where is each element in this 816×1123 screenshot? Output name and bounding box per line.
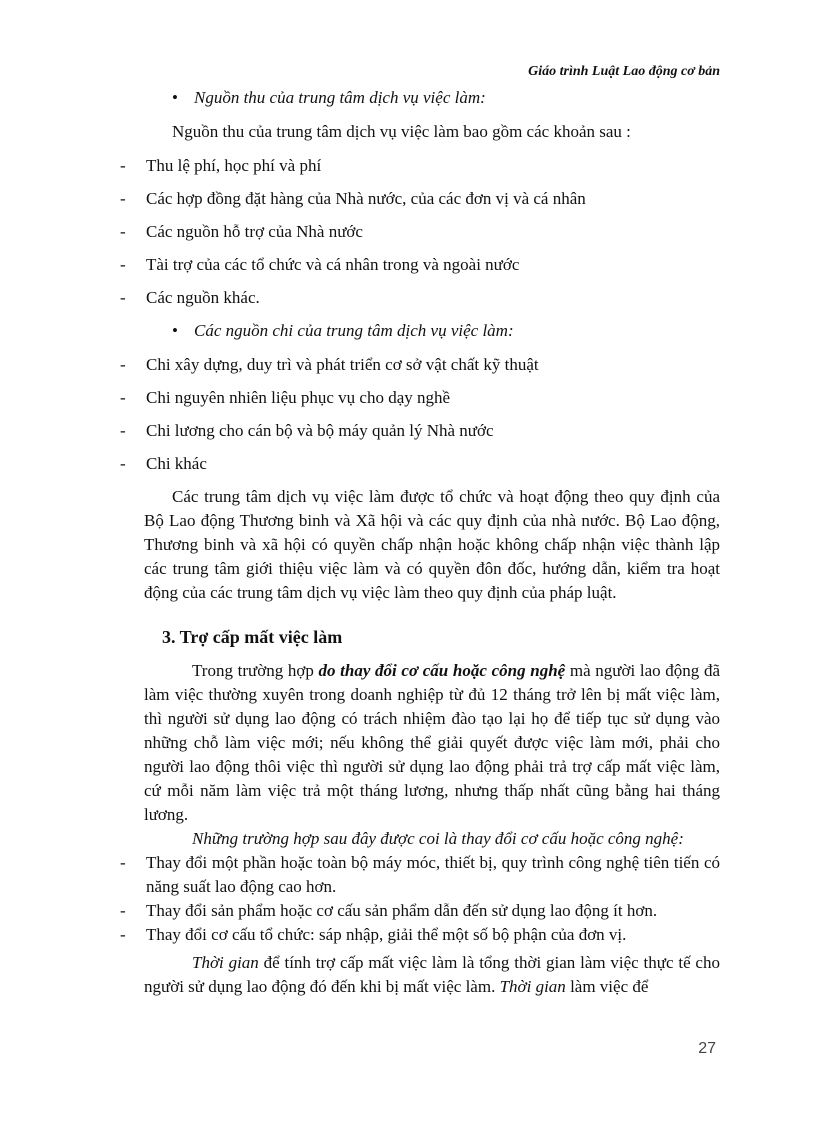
page-body <box>120 80 721 999</box>
page-number: 27 <box>698 1040 716 1057</box>
expense-list <box>120 353 720 476</box>
severance-paragraph: Trong trường hợp do thay đổi cơ cấu hoặc công nghệ mà người lao động đã làm việc thường xuyên trong doanh nghiệp từ đủ 12 tháng trở lên bị mất việc làm, thì người sử dụng lao động có trách nhiệm đào tạo lại họ để tiếp tục sử dụng vào những chỗ làm việc mới; nếu không thể giải quyết được việc làm mới, phải cho người lao động thôi việc thì người sử dụng lao động phải trả trợ cấp mất việc làm, cứ mỗi năm làm việc trả một tháng lương, nhưng thấp nhất cũng bằng hai tháng lương. <box>144 661 721 824</box>
section-heading: 3. Trợ cấp mất việc làm <box>162 627 343 647</box>
time-paragraph: Thời gian để tính trợ cấp mất việc làm là tổng thời gian làm việc thực tế cho người sử dụng lao động đó đến khi bị mất việc làm. Thời gian làm việc để <box>144 953 720 996</box>
list-item: - Chi khác <box>120 454 207 473</box>
change-list <box>120 851 720 947</box>
income-list <box>120 154 720 310</box>
list-item: - Thay đổi một phần hoặc toàn bộ máy móc, thiết bị, quy trình công nghệ tiên tiến có năng suất lao động cao hơn. <box>120 853 720 896</box>
list-item: - Chi nguyên nhiên liệu phục vụ cho dạy nghề <box>120 388 451 407</box>
list-item: - Chi xây dựng, duy trì và phát triển cơ sở vật chất kỹ thuật <box>120 355 539 374</box>
list-item: - Các hợp đồng đặt hàng của Nhà nước, của các đơn vị và cá nhân <box>120 189 586 208</box>
list-item: - Các nguồn khác. <box>120 288 260 307</box>
income-intro: Nguồn thu của trung tâm dịch vụ việc làm bao gồm các khoản sau : <box>172 122 631 141</box>
list-item: - Thay đổi sản phẩm hoặc cơ cấu sản phẩm dẫn đến sử dụng lao động ít hơn. <box>120 901 658 920</box>
cases-intro: Những trường hợp sau đây được coi là thay đổi cơ cấu hoặc công nghệ: <box>192 829 684 848</box>
list-item: - Thu lệ phí, học phí và phí <box>120 156 322 175</box>
expense-bullet-heading: • Các nguồn chi của trung tâm dịch vụ việc làm: <box>172 319 720 343</box>
list-item: - Tài trợ của các tổ chức và cá nhân trong và ngoài nước <box>120 255 520 274</box>
running-header: Giáo trình Luật Lao động cơ bản <box>528 64 720 79</box>
section-3-body <box>120 659 721 999</box>
bullet-dot-icon: • <box>172 321 178 340</box>
list-item: - Chi lương cho cán bộ và bộ máy quản lý Nhà nước <box>120 421 494 440</box>
list-item: - Thay đổi cơ cấu tổ chức: sáp nhập, giải thể một số bộ phận của đơn vị. <box>120 925 627 944</box>
list-item: - Các nguồn hỗ trợ của Nhà nước <box>120 222 363 241</box>
income-bullet-heading: • Nguồn thu của trung tâm dịch vụ việc làm: <box>172 86 720 110</box>
bullet-dot-icon: • <box>172 88 178 107</box>
centers-paragraph: Các trung tâm dịch vụ việc làm được tổ chức và hoạt động theo quy định của Bộ Lao động Thương binh và Xã hội và các quy định của nhà nước. Bộ Lao động, Thương binh và xã hội có quyền chấp nhận hoặc không chấp nhận việc thành lập các trung tâm giới thiệu việc làm và có quyền đôn đốc, hướng dẫn, kiểm tra hoạt động của các trung tâm dịch vụ việc làm theo quy định của pháp luật. <box>144 487 720 602</box>
